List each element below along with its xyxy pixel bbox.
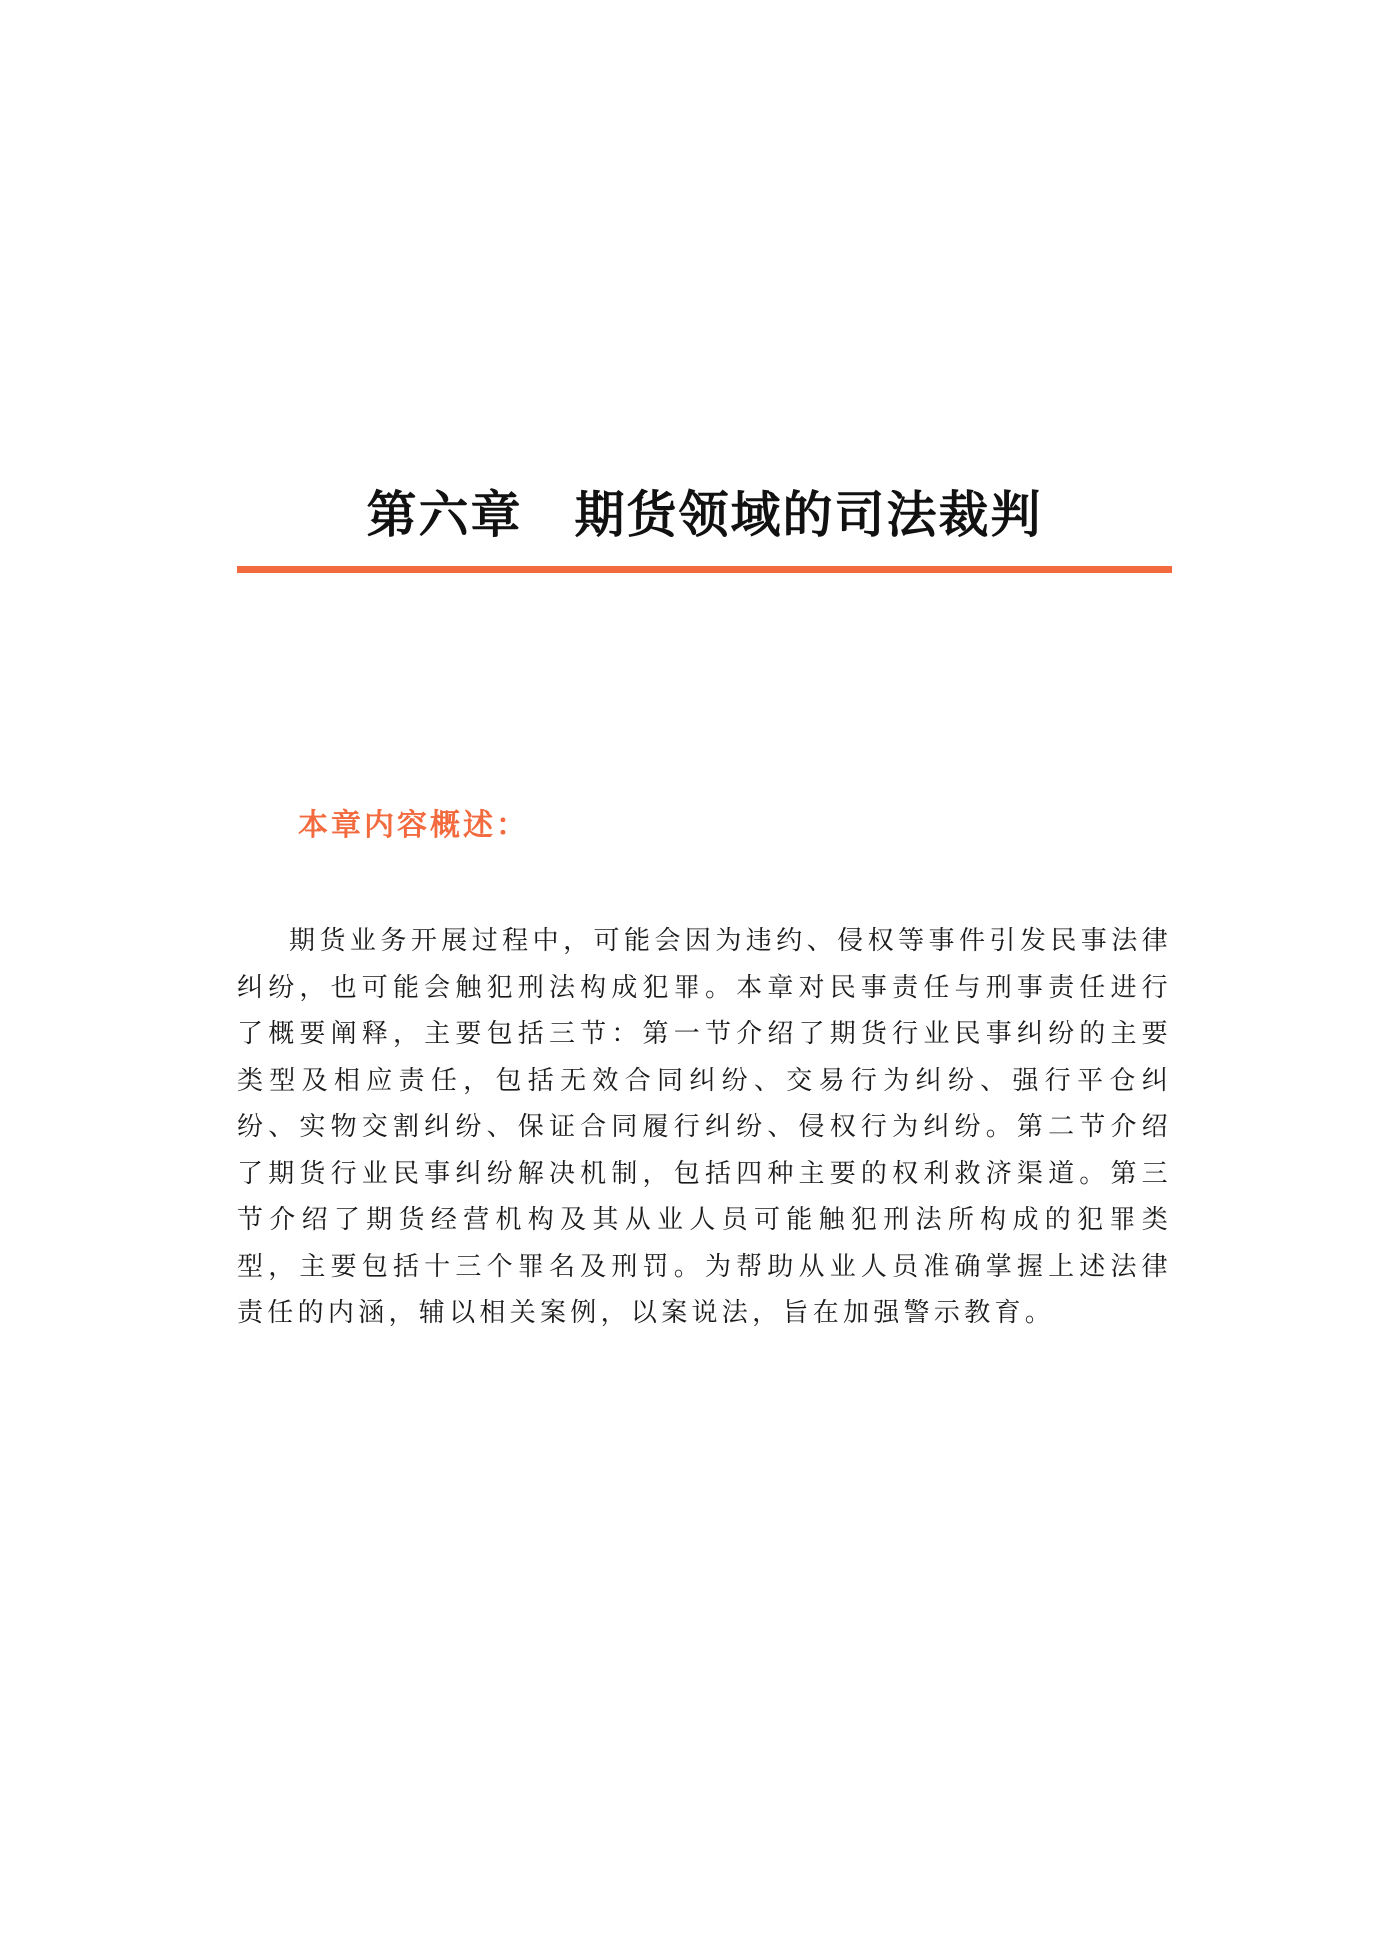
overview-heading: 本章内容概述： [298,808,529,843]
title-underline-rule [237,566,1172,573]
overview-paragraph: 期货业务开展过程中，可能会因为违约、侵权等事件引发民事法律纠纷，也可能会触犯刑法构成犯罪。本章对民事责任与刑事责任进行了概要阐释，主要包括三节：第一节介绍了期货行业民事纠纷的主要类型及相应责任，包括无效合同纠纷、交易行为纠纷、强行平仓纠纷、实物交割纠纷、保证合同履行纠纷、侵权行为纠纷。第二节介绍了期货行业民事纠纷解决机制，包括四种主要的权利救济渠道。第三节介绍了期货经营机构及其从业人员可能触犯刑法所构成的犯罪类型，主要包括十三个罪名及刑罚。为帮助从业人员准确掌握上述法律责任的内涵，辅以相关案例，以案说法，旨在加强警示教育。 [237,926,1172,1328]
chapter-title: 第六章 期货领域的司法裁判 [366,485,1043,544]
